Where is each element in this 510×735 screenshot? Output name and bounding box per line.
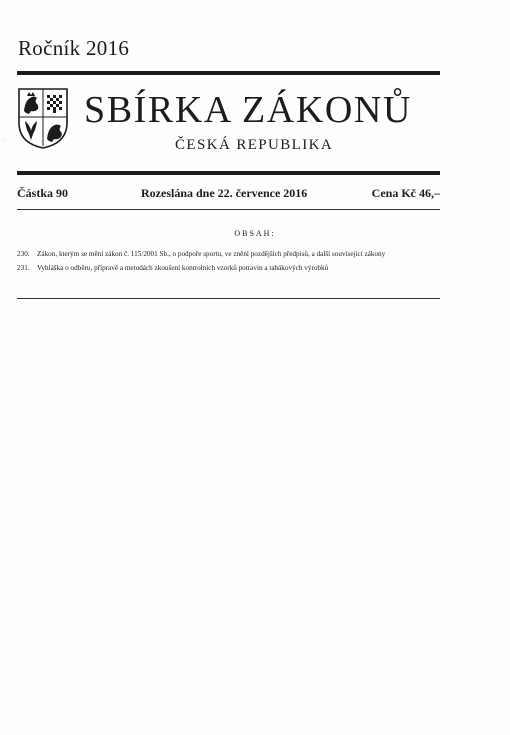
collection-title: SBÍRKA ZÁKONŮ (84, 89, 412, 131)
header-bottom-thick-rule (17, 171, 440, 175)
issue-number: Částka 90 (17, 186, 69, 200)
contents-heading: OBSAH: (234, 229, 276, 238)
toc-item-text: Vyhláška o odběru, přípravě a metodách zkoušení kontrolních vzorků potravin a tabákových výrobků (37, 264, 329, 272)
contents-bottom-rule (17, 298, 440, 299)
volume-year: Ročník 2016 (18, 36, 130, 60)
top-thick-rule (17, 71, 440, 75)
country-subtitle: ČESKÁ REPUBLIKA (175, 137, 334, 153)
toc-item-number: 231. (17, 264, 30, 272)
scan-mark: · (4, 138, 6, 144)
toc-item-231[interactable] (17, 264, 440, 273)
toc-item-number: 230. (17, 250, 30, 258)
issue-info-row (17, 186, 440, 202)
toc-item-text: Zákon, kterým se mění zákon č. 115/2001 Sb., o podpoře sportu, ve znění pozdějších předpisů, a další související zákony (37, 250, 386, 258)
distribution-date: Rozeslána dne 22. července 2016 (141, 186, 308, 200)
issue-price: Cena Kč 46,– (371, 186, 440, 200)
toc-item-230[interactable] (17, 250, 440, 259)
table-of-contents (17, 250, 440, 278)
czech-coat-of-arms-icon (17, 87, 69, 149)
issue-row-rule (17, 209, 440, 210)
